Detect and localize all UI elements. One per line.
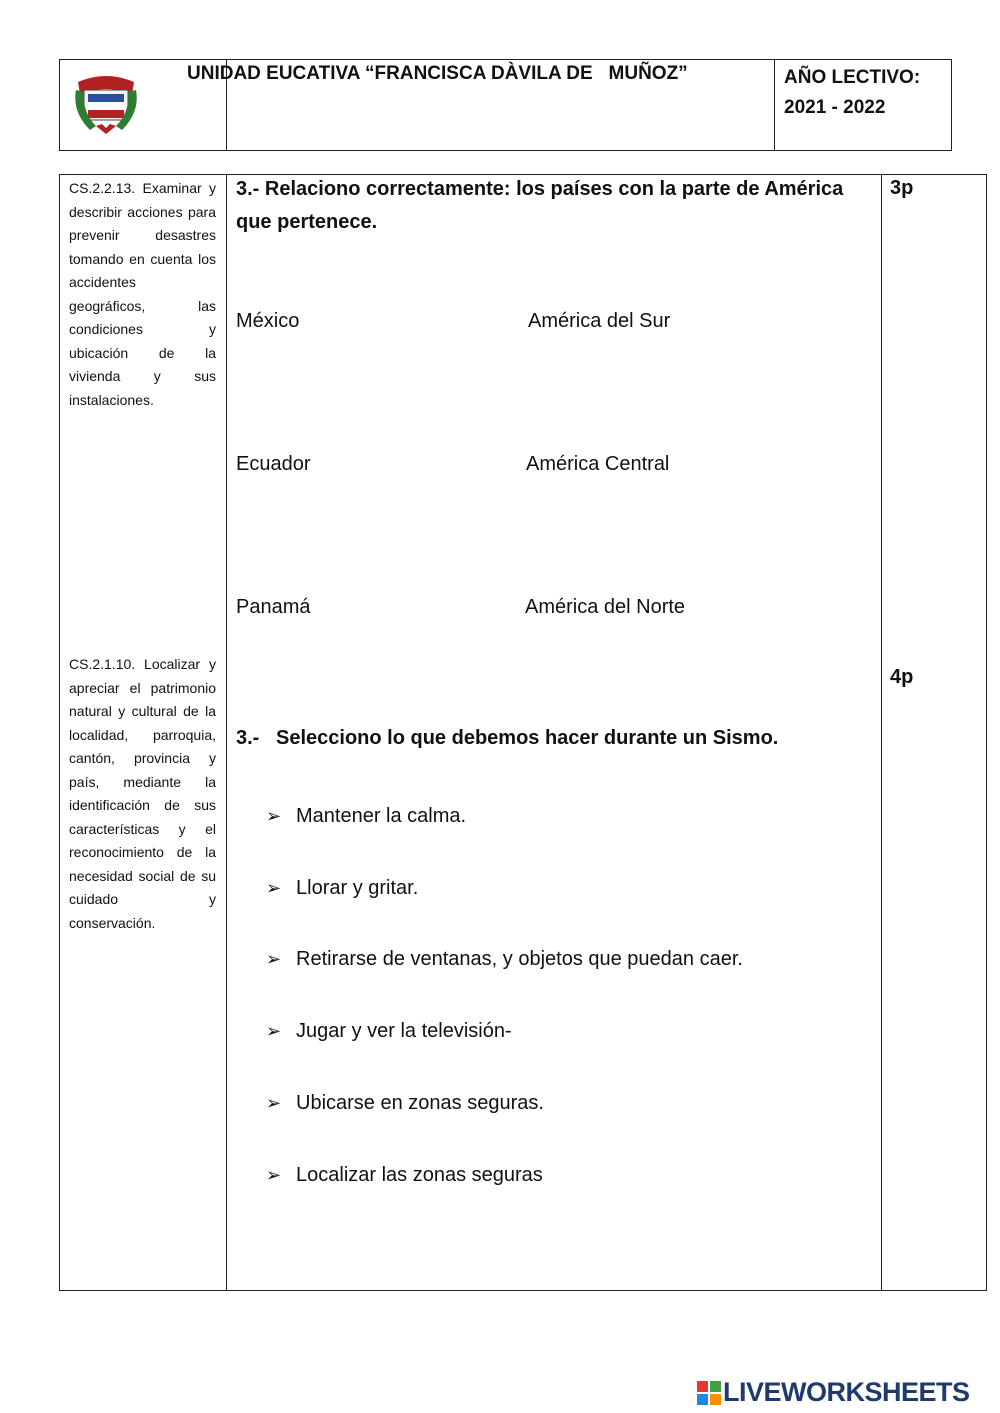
school-emblem-icon — [70, 72, 142, 138]
option-label: Jugar y ver la televisión- — [296, 1020, 512, 1042]
objective-text: CS.2.1.10. Localizar y apreciar el patrimonio natural y cultural de la localidad, parroquia, cantón, provincia y país, mediante la identificación de sus características y el reconocimiento de la necesidad social de su cuidado y conservación. — [69, 656, 216, 931]
points-badge: 3p — [890, 177, 914, 199]
option-label: Localizar las zonas seguras — [296, 1164, 543, 1186]
region-item[interactable]: América Central — [526, 453, 670, 475]
arrow-bullet-icon: ➢ — [266, 878, 282, 898]
points-badge: 4p — [890, 666, 914, 688]
arrow-bullet-icon: ➢ — [266, 1021, 282, 1041]
column-divider — [226, 175, 227, 1290]
arrow-bullet-icon: ➢ — [266, 806, 282, 826]
objective-text: CS.2.2.13. Examinar y describir acciones para prevenir desastres tomando en cuenta los accidentes geográficos, las condiciones y ubicación de la vivienda y sus instalaciones. — [69, 180, 216, 408]
arrow-bullet-icon: ➢ — [266, 1093, 282, 1113]
header-divider — [774, 60, 775, 150]
column-divider — [881, 175, 882, 1290]
option-item[interactable] — [266, 805, 466, 828]
option-item[interactable] — [266, 948, 743, 971]
header-table — [59, 59, 952, 151]
year-label: AÑO LECTIVO: — [784, 67, 921, 88]
option-label: Llorar y gritar. — [296, 877, 419, 899]
liveworksheets-mark-icon — [697, 1381, 721, 1405]
option-label: Ubicarse en zonas seguras. — [296, 1092, 544, 1114]
option-label: Retirarse de ventanas, y objetos que puedan caer. — [296, 948, 743, 970]
school-year — [784, 63, 920, 123]
arrow-bullet-icon: ➢ — [266, 949, 282, 969]
region-item[interactable]: América del Sur — [528, 310, 671, 332]
worksheet-table — [59, 174, 987, 1291]
option-item[interactable] — [266, 877, 418, 900]
region-item[interactable]: América del Norte — [525, 596, 686, 618]
option-item[interactable] — [266, 1092, 544, 1115]
option-item[interactable] — [266, 1020, 512, 1043]
school-title: UNIDAD EUCATIVA “FRANCISCA DÀVILA DE MUÑOZ” — [187, 63, 688, 84]
country-item[interactable]: Panamá — [236, 596, 311, 618]
arrow-bullet-icon: ➢ — [266, 1165, 282, 1185]
question-title: 3.- Relaciono correctamente: los países con la parte de América que pertenece. — [236, 178, 844, 233]
year-value: 2021 - 2022 — [784, 97, 886, 118]
country-item[interactable]: Ecuador — [236, 453, 311, 475]
question-title: 3.- Selecciono lo que debemos hacer durante un Sismo. — [236, 727, 779, 749]
country-item[interactable]: México — [236, 310, 300, 332]
option-label: Mantener la calma. — [296, 805, 467, 827]
brand-name: LIVEWORKSHEETS — [723, 1377, 970, 1407]
option-item[interactable] — [266, 1164, 543, 1187]
